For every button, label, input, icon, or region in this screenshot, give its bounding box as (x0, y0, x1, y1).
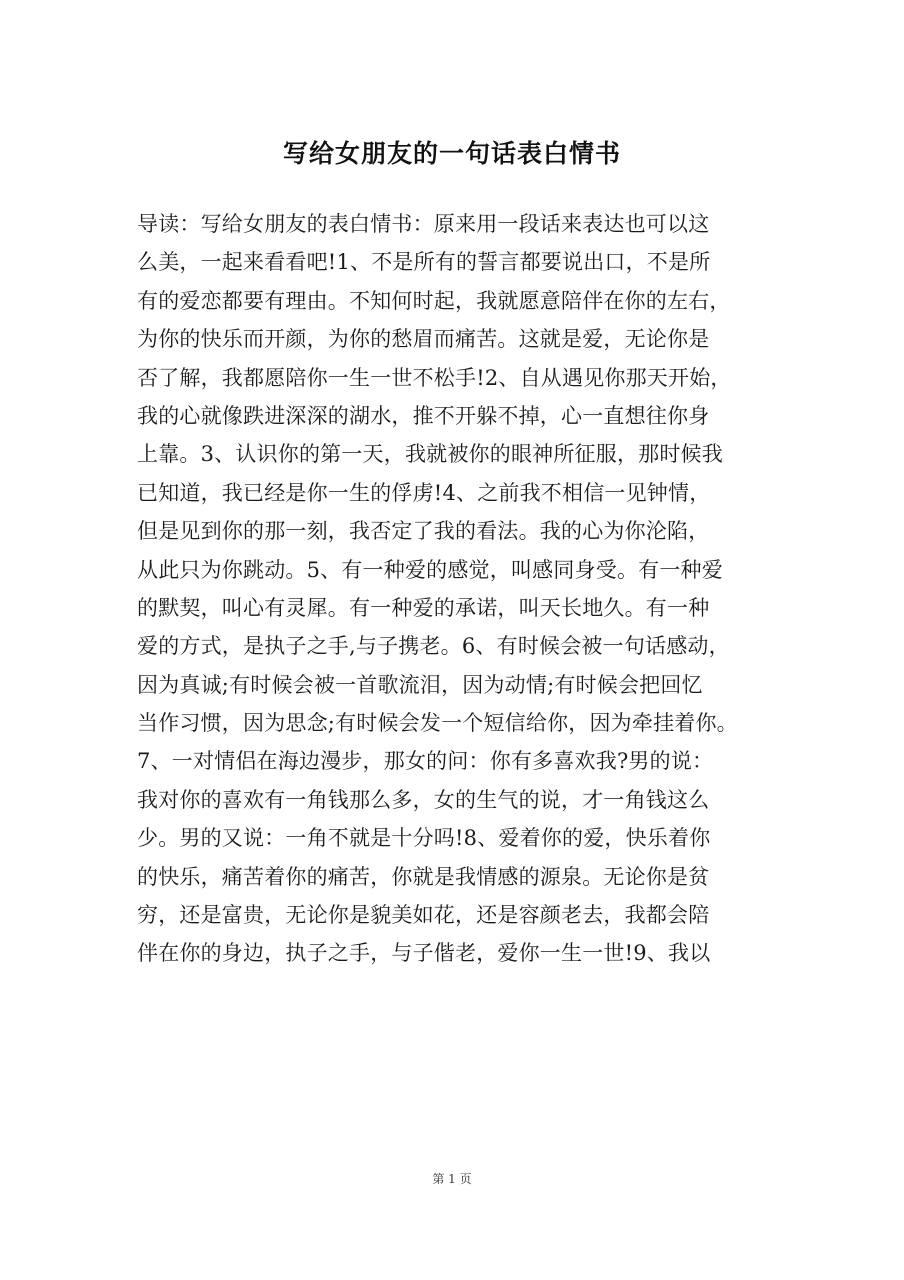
body-line: 我对你的喜欢有一角钱那么多，女的生气的说，才一角钱这么 (137, 787, 710, 812)
page-number: 第 1 页 (432, 1172, 472, 1186)
body-line: 么美，一起来看看吧!1、不是所有的誓言都要说出口，不是所 (137, 250, 711, 275)
body-line: 上靠。3、认识你的第一天，我就被你的眼神所征服，那时候我 (137, 442, 723, 467)
body-line: 爱的方式，是执子之手,与子携老。6、有时候会被一句话感动， (137, 634, 730, 659)
document-title: 写给女朋友的一句话表白情书 (282, 139, 621, 168)
body-line: 当作习惯，因为思念;有时候会发一个短信给你，因为牵挂着你。 (137, 711, 738, 736)
body-line: 因为真诚;有时候会被一首歌流泪，因为动情;有时候会把回忆 (137, 672, 703, 697)
body-line: 的快乐，痛苦着你的痛苦，你就是我情感的源泉。无论你是贫 (137, 864, 710, 889)
body-line: 的默契，叫心有灵犀。有一种爱的承诺，叫天长地久。有一种 (137, 595, 710, 620)
body-line: 否了解，我都愿陪你一生一世不松手!2、自从遇见你那天开始， (137, 365, 732, 390)
body-line: 我的心就像跌进深深的湖水，推不开躲不掉，心一直想往你身 (137, 403, 710, 428)
document-body (137, 205, 787, 973)
body-line: 伴在你的身边，执子之手，与子偕老，爱你一生一世!9、我以 (137, 941, 711, 966)
body-line: 穷，还是富贵，无论你是貌美如花，还是容颜老去，我都会陪 (137, 903, 710, 928)
body-line: 少。男的又说：一角不就是十分吗!8、爱着你的爱，快乐着你 (137, 826, 711, 851)
body-line: 导读：写给女朋友的表白情书：原来用一段话来表达也可以这 (137, 212, 710, 236)
body-line: 有的爱恋都要有理由。不知何时起，我就愿意陪伴在你的左右， (137, 288, 731, 313)
body-line: 7、一对情侣在海边漫步，那女的问：你有多喜欢我?男的说： (137, 749, 714, 774)
body-line: 从此只为你跳动。5、有一种爱的感觉，叫感同身受。有一种爱 (137, 557, 723, 582)
body-line: 已知道，我已经是你一生的俘虏!4、之前我不相信一见钟情， (137, 480, 711, 505)
body-line: 为你的快乐而开颜，为你的愁眉而痛苦。这就是爱，无论你是 (137, 327, 710, 352)
body-line: 但是见到你的那一刻，我否定了我的看法。我的心为你沦陷， (137, 519, 710, 544)
